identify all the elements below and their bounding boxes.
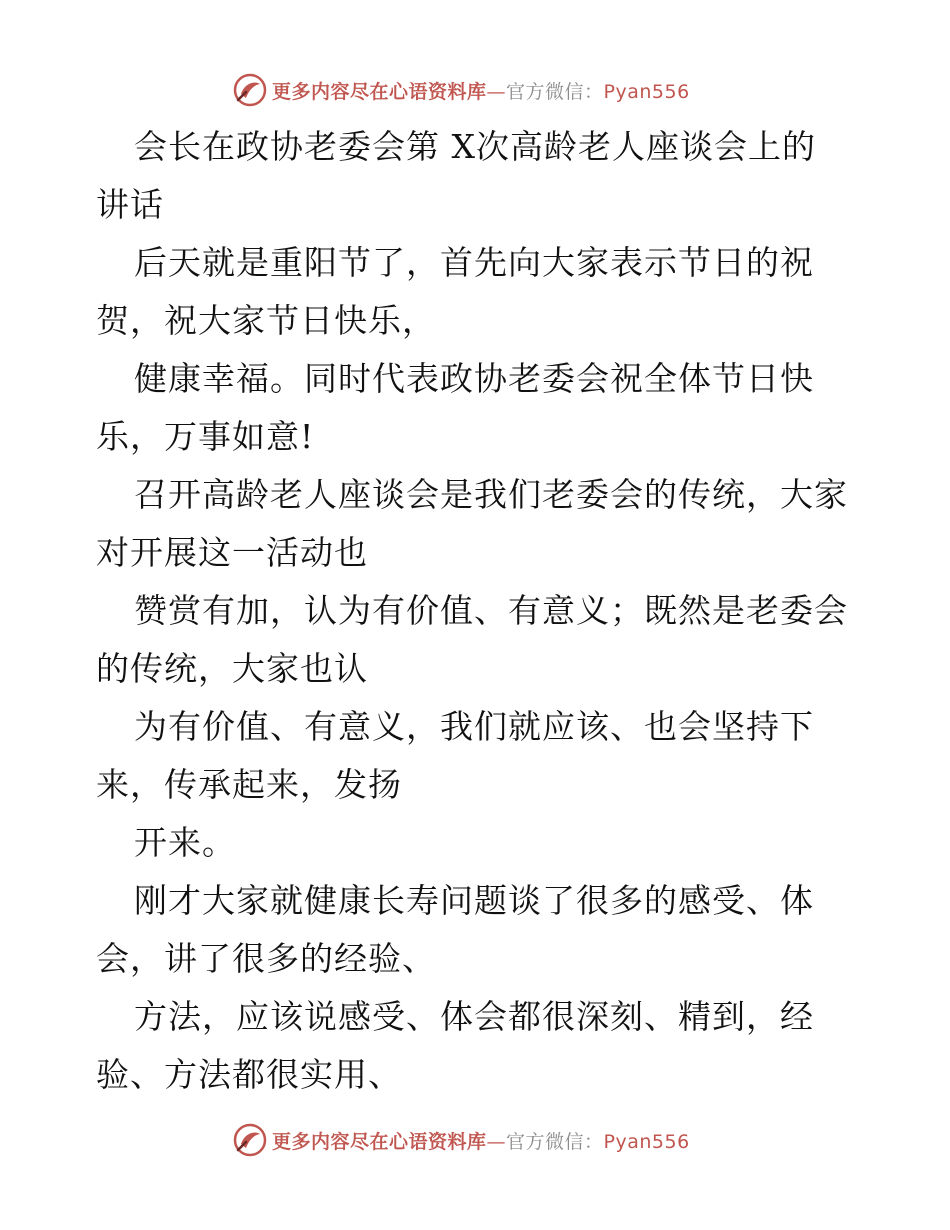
paragraph-line: 对开展这一活动也	[96, 533, 368, 572]
banner-brand: 更多内容尽在心语资料库	[272, 1130, 487, 1153]
paragraph-line: 开来。	[134, 823, 236, 862]
paragraph-line: 来，传承起来，发扬	[96, 765, 402, 804]
banner-wechat-label: 官方微信：	[506, 80, 604, 103]
paragraph-line: 刚才大家就健康长寿问题谈了很多的感受、体	[134, 881, 814, 920]
paragraph-line: 的传统，大家也认	[96, 649, 368, 688]
title-line-2: 讲话	[96, 185, 164, 224]
footer-banner	[232, 1120, 732, 1160]
banner-wechat-id: Pyan556	[603, 1130, 690, 1153]
paragraph-line: 健康幸福。同时代表政协老委会祝全体节日快	[134, 359, 814, 398]
banner-text	[272, 77, 690, 104]
paragraph-line: 为有价值、有意义，我们就应该、也会坚持下	[134, 707, 814, 746]
banner-wechat-id: Pyan556	[603, 80, 690, 103]
banner-text	[272, 1127, 690, 1154]
banner-dash: —	[486, 80, 507, 103]
paragraph-line: 后天就是重阳节了，首先向大家表示节日的祝	[134, 243, 814, 282]
logo-icon	[232, 72, 268, 108]
header-banner	[232, 70, 732, 110]
logo-icon	[232, 1122, 268, 1158]
banner-brand: 更多内容尽在心语资料库	[272, 80, 487, 103]
paragraph-line: 方法，应该说感受、体会都很深刻、精到，经	[134, 997, 814, 1036]
document-body	[96, 118, 866, 1104]
paragraph-line: 召开高龄老人座谈会是我们老委会的传统，大家	[134, 475, 848, 514]
banner-wechat-label: 官方微信：	[506, 1130, 604, 1153]
paragraph-line: 赞赏有加，认为有价值、有意义；既然是老委会	[134, 591, 848, 630]
banner-dash: —	[486, 1130, 507, 1153]
paragraph-line: 验、方法都很实用、	[96, 1055, 402, 1094]
paragraph-line: 乐，万事如意!	[96, 417, 315, 456]
paragraph-line: 贺，祝大家节日快乐，	[96, 301, 436, 340]
title-line-1: 会长在政协老委会第 X次高龄老人座谈会上的	[134, 127, 816, 166]
paragraph-line: 会，讲了很多的经验、	[96, 939, 436, 978]
